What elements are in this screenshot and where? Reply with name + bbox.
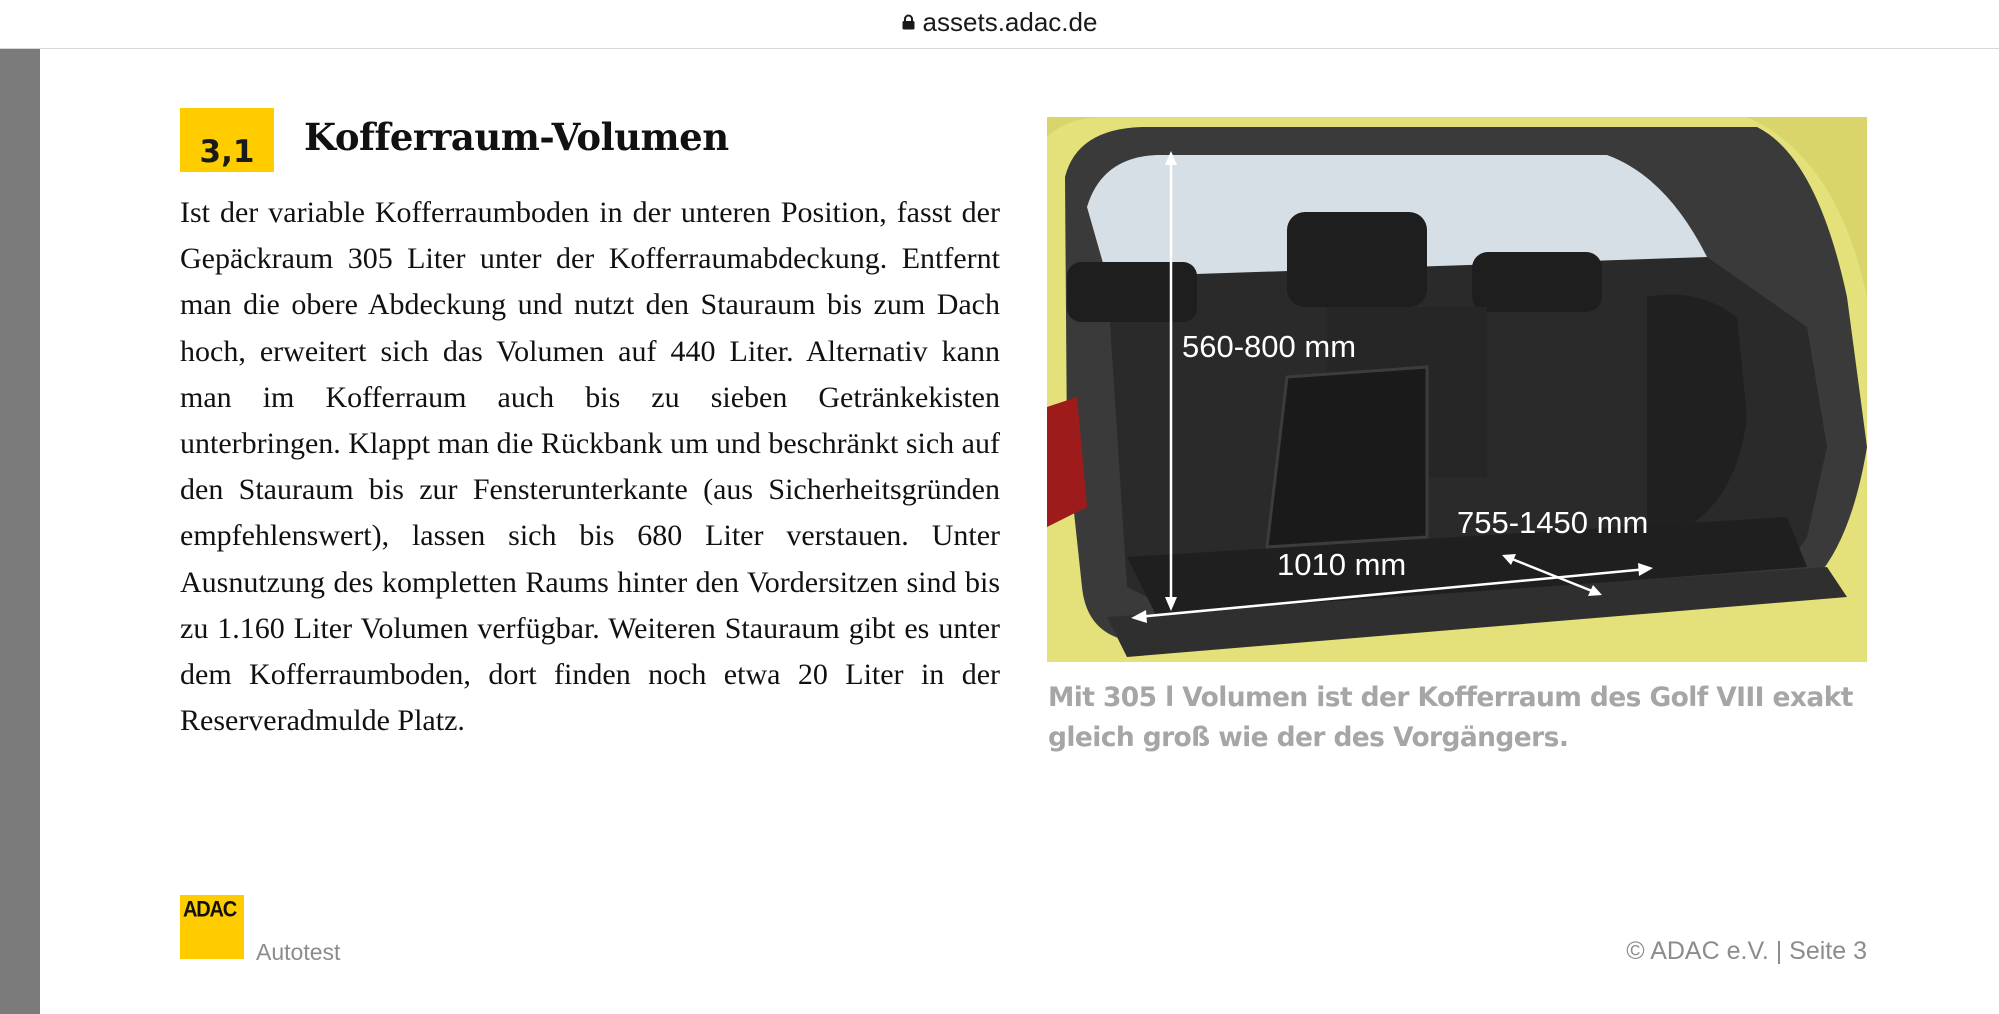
figure-caption: Mit 305 l Volumen ist der Kofferraum des Golf VIII exakt gleich groß wie der des Vorgängers. [1048,682,1853,753]
footer-copyright: © ADAC e.V. | Seite 3 [1626,937,1867,965]
adac-logo [180,895,244,959]
section-title: Kofferraum-Volumen [304,115,729,159]
dimension-label-width: 1010 mm [1277,547,1407,582]
url-display[interactable] [902,7,1098,38]
section-number-badge: 3,1 [180,108,274,172]
lock-icon [902,14,915,30]
footer-label: Autotest [256,939,341,965]
adac-logo-text: ADAC [183,897,236,923]
dimension-label-depth: 755-1450 mm [1457,505,1649,540]
trunk-illustration [1047,117,1867,662]
viewer-gutter [0,49,40,1014]
trunk-photo [1047,117,1867,662]
url-text: assets.adac.de [922,6,1098,37]
dimension-label-height: 560-800 mm [1182,329,1357,364]
browser-address-bar[interactable] [0,0,1999,49]
section-body-text: Ist der variable Kofferraumboden in der unteren Position, fasst der Gepäckraum 305 Liter unter der Kofferraumabdeckung. Entfernt man die obere Abdeckung und nutzt den Stauraum bis zum Dach hoch, erweitert sich das Volumen auf 440 Liter. Alternativ kann man im Kofferraum auch bis zu sieben Getränkekisten unterbringen. Klappt man die Rückbank um und beschränkt sich auf den Stauraum bis zur Fensterunterkante (aus Sicherheitsgründen empfehlenswert), lassen sich bis 680 Liter verstauen. Unter Ausnutzung des kompletten Raums hinter den Vordersitzen sind bis zu 1.160 Liter Volumen verfügbar. Weiteren Stauraum gibt es unter dem Kofferraumboden, dort finden noch etwa 20 Liter in der Reserveradmulde Platz. [180,196,1000,738]
